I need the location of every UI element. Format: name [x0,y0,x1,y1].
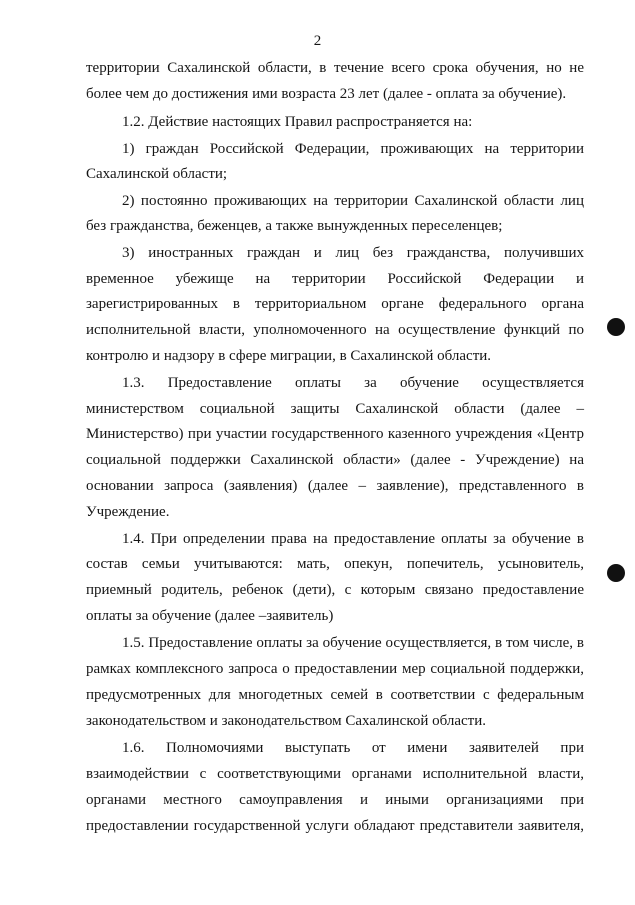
text-line: Сахалинской области; [86,166,228,182]
text-line: исполнительной власти, уполномоченного на осуществление функций по [86,322,584,338]
text-line: временное убежище на территории Российской Федерации и [86,271,584,287]
text-line: 1.4. При определении права на предоставление оплаты за обучение в [122,531,584,547]
text-line: без гражданства, беженцев, а также вынужденных переселенцев; [86,218,503,234]
text-line: территории Сахалинской области, в течение всего срока обучения, но не [86,60,584,76]
text-line: 1.3. Предоставление оплаты за обучение осуществляется [122,375,584,391]
text-line: приемный родитель, ребенок (дети), с которым связано предоставление [86,582,584,598]
text-line: основании запроса (заявления) (далее – заявление), представленного в [86,478,584,494]
text-line: Учреждение. [86,504,170,520]
text-line: предоставлении государственной услуги обладают представители заявителя, [86,818,584,834]
text-line: 1.2. Действие настоящих Правил распространяется на: [122,114,473,130]
text-line: Министерство) при участии государственного казенного учреждения «Центр [86,426,584,442]
text-line: более чем до достижения ими возраста 23 лет (далее - оплата за обучение). [86,86,567,102]
text-line: 2) постоянно проживающих на территории Сахалинской области лиц [122,193,584,209]
text-line: зарегистрированных в территориальном органе федерального органа [86,296,584,312]
page-number: 2 [313,33,322,49]
text-line: 1) граждан Российской Федерации, проживающих на территории [122,141,584,157]
text-line: оплаты за обучение (далее –заявитель) [86,608,334,624]
text-line: 3) иностранных граждан и лиц без гражданства, получивших [122,245,584,261]
text-line: 1.5. Предоставление оплаты за обучение осуществляется, в том числе, в [122,635,584,651]
text-line: социальной поддержки Сахалинской области» (далее - Учреждение) на [86,452,584,468]
text-line: законодательством и законодательством Сахалинской области. [86,713,487,729]
punch-hole-upper [607,318,625,336]
text-line: взаимодействии с соответствующими органами исполнительной власти, [86,766,584,782]
punch-hole-lower [607,564,625,582]
text-line: органами местного самоуправления и иными организациями при [86,792,584,808]
text-line: состав семьи учитываются: мать, опекун, попечитель, усыновитель, [86,556,584,572]
text-line: контролю и надзору в сфере миграции, в Сахалинской области. [86,348,492,364]
text-line: министерством социальной защиты Сахалинской области (далее – [86,401,584,417]
text-line: рамках комплексного запроса о предоставлении мер социальной поддержки, [86,661,584,677]
text-line: предусмотренных для многодетных семей в соответствии с федеральным [86,687,584,703]
text-line: 1.6. Полномочиями выступать от имени заявителей при [122,740,584,756]
